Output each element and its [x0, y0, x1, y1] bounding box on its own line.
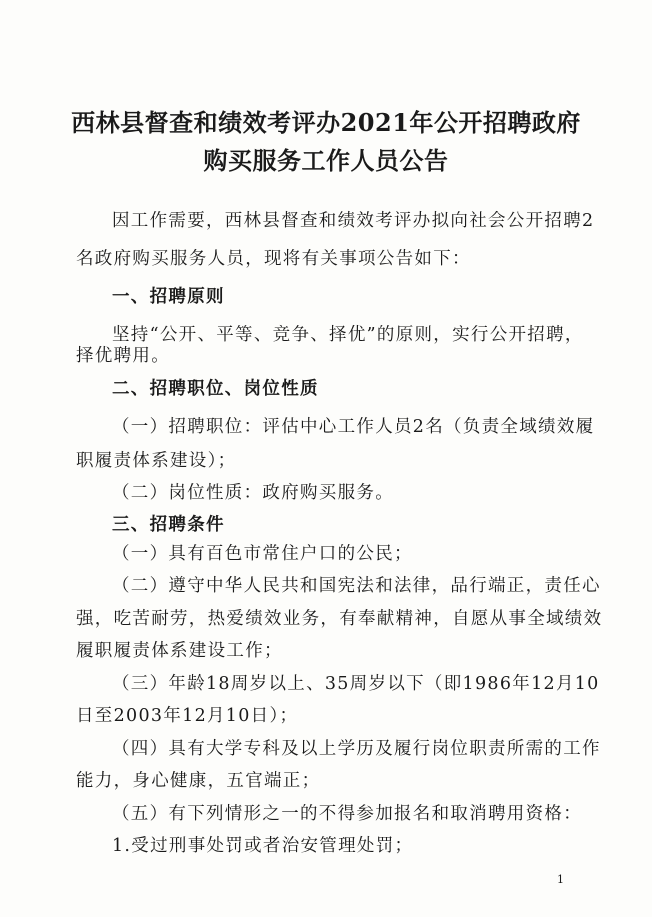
- condition-2-cont-1: 强，吃苦耐劳，热爱绩效业务，有奉献精神，自愿从事全域绩效: [76, 609, 603, 629]
- paragraph-nature: （二）岗位性质：政府购买服务。: [112, 483, 394, 503]
- condition-2: （二）遵守中华人民共和国宪法和法律，品行端正，责任心: [112, 576, 601, 596]
- paragraph-principle-cont: 择优聘用。: [76, 346, 170, 366]
- section-heading-1: 一、招聘原则: [112, 287, 225, 307]
- condition-4: （四）具有大学专科及以上学历及履行岗位职责所需的工作: [112, 739, 601, 759]
- condition-3: （三）年龄18周岁以上、35周岁以下（即1986年12月10: [112, 674, 600, 694]
- condition-5-item-1: 1.受过刑事处罚或者治安管理处罚；: [112, 836, 414, 856]
- condition-5: （五）有下列情形之一的不得参加报名和取消聘用资格：: [112, 804, 582, 824]
- condition-1: （一）具有百色市常住户口的公民；: [112, 544, 413, 564]
- section-heading-3: 三、招聘条件: [112, 515, 225, 535]
- condition-3-cont: 日至2003年12月10日）；: [76, 706, 299, 726]
- document-title-line-1: 西林县督查和绩效考评办2021年公开招聘政府: [71, 108, 581, 137]
- page-number: 1: [557, 873, 564, 886]
- paragraph-position: （一）招聘职位：评估中心工作人员2名（负责全域绩效履: [112, 417, 595, 437]
- paragraph-intro: 因工作需要，西林县督查和绩效考评办拟向社会公开招聘2: [112, 211, 595, 231]
- paragraph-principle: 坚持“公开、平等、竞争、择优”的原则，实行公开招聘，: [112, 325, 584, 345]
- condition-2-cont-2: 履职履责体系建设工作；: [76, 641, 283, 661]
- paragraph-intro-cont: 名政府购买服务人员，现将有关事项公告如下：: [76, 249, 471, 269]
- paragraph-position-cont: 职履责体系建设）；: [76, 451, 237, 471]
- section-heading-2: 二、招聘职位、岗位性质: [112, 379, 319, 399]
- document-title-line-2: 购买服务工作人员公告: [203, 146, 449, 175]
- condition-4-cont: 能力，身心健康，五官端正；: [76, 771, 321, 791]
